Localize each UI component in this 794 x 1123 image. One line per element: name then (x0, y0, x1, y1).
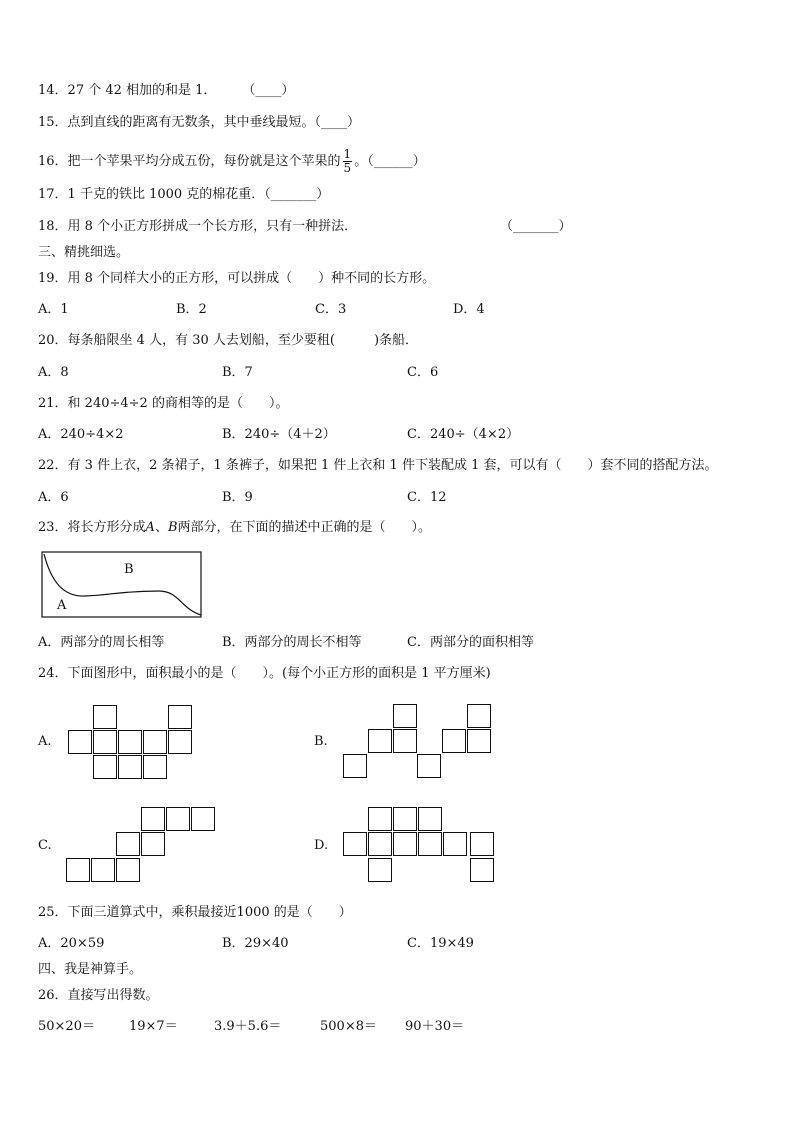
grid-square (368, 729, 392, 753)
grid-square (166, 807, 190, 831)
grid-square (393, 729, 417, 753)
q21-option-b[interactable]: B．240÷（4＋2） (222, 427, 336, 442)
q23-option-c[interactable]: C．两部分的面积相等 (407, 635, 534, 650)
question-14: 14．27 个 42 相加的和是 1． （____） (38, 83, 295, 98)
q20-option-a[interactable]: A．8 (38, 365, 69, 380)
grid-square (143, 730, 167, 754)
q22-option-b[interactable]: B．9 (222, 490, 253, 505)
question-25: 25．下面三道算式中，乘积最接近1000 的是（ ） (38, 905, 352, 920)
question-26: 26．直接写出得数。 (38, 988, 159, 1003)
grid-square (443, 832, 467, 856)
rectangle-split-figure (41, 551, 202, 618)
fraction-denominator: 5 (343, 161, 352, 175)
grid-square (393, 704, 417, 728)
question-19: 19．用 8 个同样大小的正方形，可以拼成（ ）种不同的长方形。 (38, 271, 436, 286)
grid-square (343, 754, 367, 778)
question-20: 20．每条船限坐 4 人，有 30 人去划船，至少要租( )条船． (38, 333, 419, 348)
q22-option-c[interactable]: C．12 (407, 490, 447, 505)
fraction-one-fifth (343, 148, 353, 175)
grid-square (143, 755, 167, 779)
question-23-text: 23．将长方形分成 (38, 520, 146, 535)
region-b-label: B (124, 562, 134, 577)
grid-square (93, 755, 117, 779)
grid-square (141, 807, 165, 831)
q24-figure-b (343, 704, 493, 780)
q23-option-a[interactable]: A．两部分的周长相等 (38, 635, 165, 650)
grid-square (368, 807, 392, 831)
q24-option-c-label[interactable]: C. (38, 838, 52, 853)
grid-square (442, 729, 466, 753)
region-a-label: A (57, 598, 67, 613)
grid-square (191, 807, 215, 831)
q19-option-a[interactable]: A．1 (38, 302, 69, 317)
q24-figure-c (66, 807, 220, 884)
grid-square (168, 730, 192, 754)
grid-square (368, 858, 392, 882)
q24-option-d-label[interactable]: D. (314, 838, 329, 853)
separator: 、 (154, 520, 168, 535)
q19-option-d[interactable]: D．4 (453, 302, 485, 317)
calc-item: 19×7＝ (129, 1019, 178, 1034)
q23-option-b[interactable]: B．两部分的周长不相等 (222, 635, 362, 650)
grid-square (66, 858, 90, 882)
grid-square (91, 858, 115, 882)
question-18-blank: （_______） (500, 219, 572, 234)
section-3-heading: 三、精挑细选。 (38, 245, 130, 260)
grid-square (467, 704, 491, 728)
grid-square (418, 807, 442, 831)
question-16-blank: 。（______） (354, 154, 426, 169)
label-b: B (167, 520, 178, 535)
section-4-heading: 四、我是神算手。 (38, 962, 143, 977)
q25-option-b[interactable]: B．29×40 (222, 936, 289, 951)
grid-square (93, 705, 117, 729)
grid-square (168, 705, 192, 729)
question-22: 22．有 3 件上衣，2 条裙子，1 条裤子，如果把 1 件上衣和 1 件下装配成 1 套，可以有（ ）套不同的搭配方法。 (38, 458, 718, 473)
q19-option-b[interactable]: B．2 (176, 302, 207, 317)
question-23 (38, 520, 431, 536)
q24-figure-a (68, 705, 194, 781)
grid-square (118, 730, 142, 754)
grid-square (68, 730, 92, 754)
question-16 (38, 148, 426, 175)
label-a: A (145, 520, 155, 535)
question-16-text: 16．把一个苹果平均分成五份，每份就是这个苹果的 (38, 154, 341, 169)
q21-option-c[interactable]: C．240÷（4×2） (407, 427, 520, 442)
grid-square (116, 832, 140, 856)
grid-square (93, 730, 117, 754)
q20-option-b[interactable]: B．7 (222, 365, 253, 380)
question-15: 15．点到直线的距离有无数条，其中垂线最短。（____） (38, 115, 361, 130)
question-21: 21．和 240÷4÷2 的商相等的是（ ）。 (38, 396, 289, 411)
q25-option-c[interactable]: C．19×49 (407, 936, 474, 951)
question-17: 17．1 千克的铁比 1000 克的棉花重．（_______） (38, 187, 330, 202)
calc-item: 90＋30＝ (405, 1019, 465, 1034)
q25-option-a[interactable]: A．20×59 (38, 936, 105, 951)
grid-square (417, 754, 441, 778)
fraction-numerator: 1 (343, 147, 352, 161)
calc-item: 500×8＝ (320, 1019, 377, 1034)
q21-option-a[interactable]: A．240÷4×2 (38, 427, 124, 442)
grid-square (470, 832, 494, 856)
q20-option-c[interactable]: C．6 (407, 365, 439, 380)
question-24: 24．下面图形中，面积最小的是（ ）。(每个小正方形的面积是 1 平方厘米) (38, 666, 491, 681)
calc-item: 50×20＝ (38, 1019, 95, 1034)
grid-square (116, 858, 140, 882)
question-23-text-end: 两部分，在下面的描述中正确的是（ ）。 (177, 520, 432, 535)
grid-square (467, 729, 491, 753)
q19-option-c[interactable]: C．3 (315, 302, 347, 317)
grid-square (343, 832, 367, 856)
q22-option-a[interactable]: A．6 (38, 490, 69, 505)
grid-square (470, 858, 494, 882)
grid-square (418, 832, 442, 856)
grid-square (118, 755, 142, 779)
grid-square (141, 832, 165, 856)
q24-figure-d (343, 807, 495, 884)
grid-square (393, 832, 417, 856)
q24-option-b-label[interactable]: B. (314, 734, 328, 749)
grid-square (393, 807, 417, 831)
calc-item: 3.9＋5.6＝ (214, 1019, 282, 1034)
grid-square (368, 832, 392, 856)
q24-option-a-label[interactable]: A. (38, 734, 52, 749)
question-18: 18．用 8 个小正方形拼成一个长方形，只有一种拼法． (38, 219, 358, 234)
